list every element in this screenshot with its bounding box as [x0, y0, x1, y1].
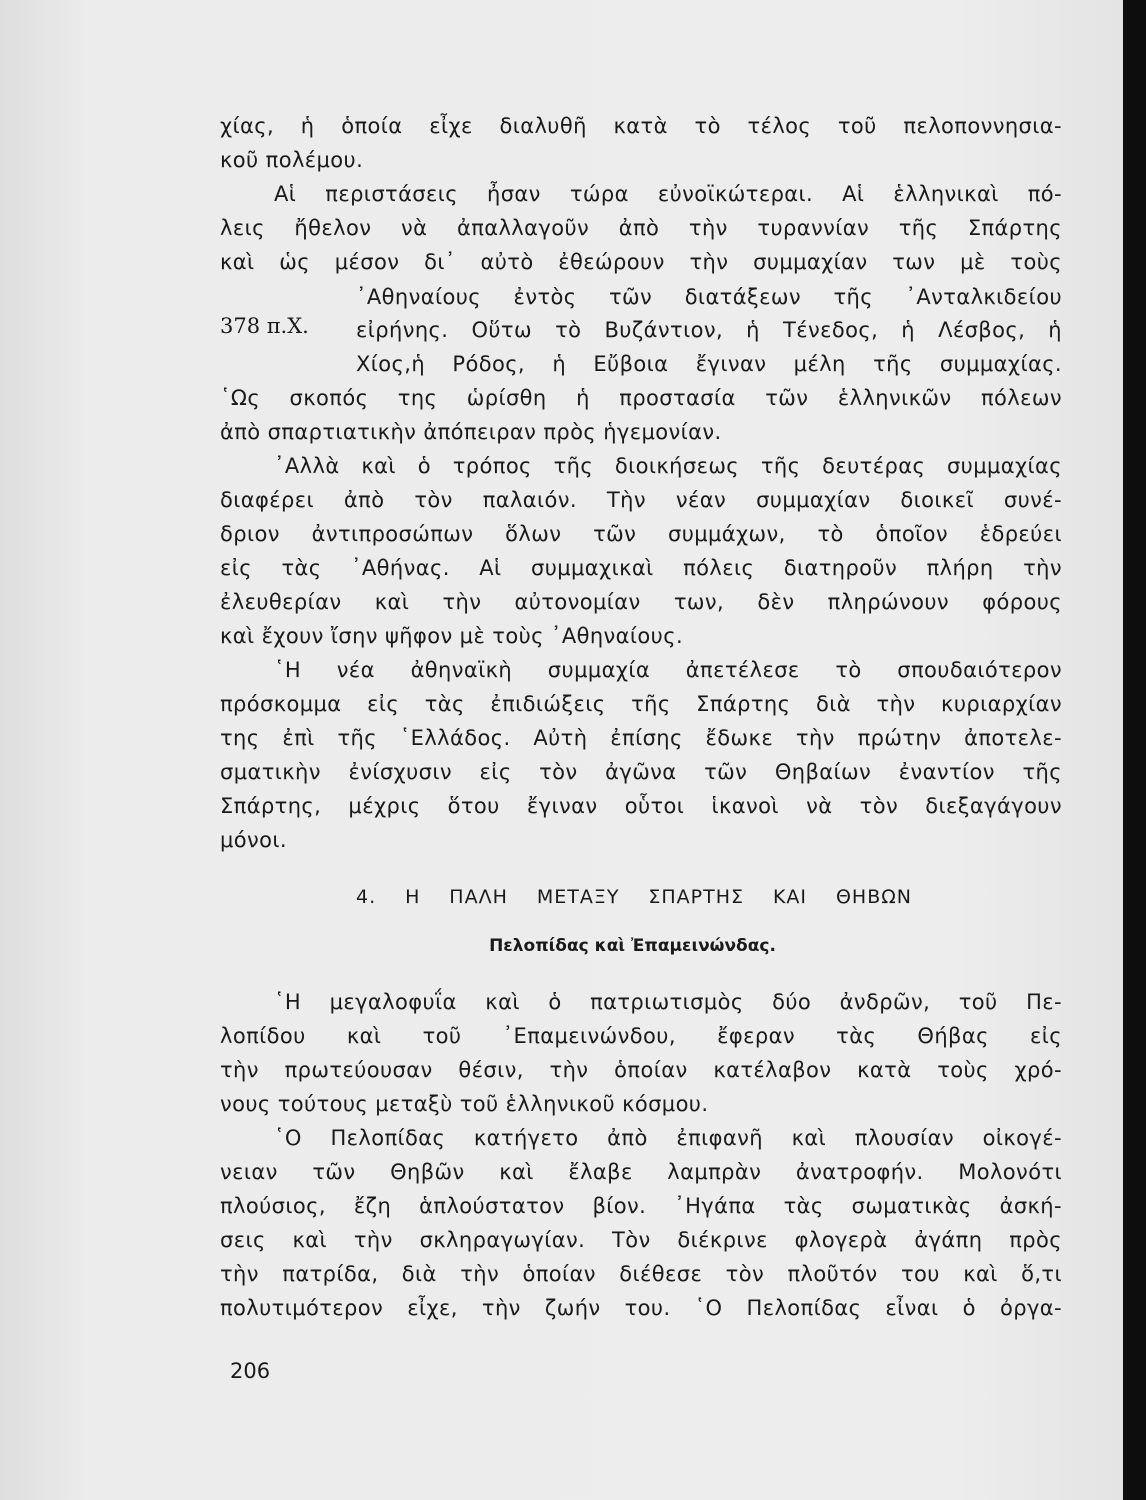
text-line: τὴν πατρίδα, διὰ τὴν ὁποίαν διέθεσε τὸν πλοῦτόν του καὶ ὅ,τι [220, 1262, 1062, 1286]
text-line: πλούσιος, ἔζη ἁπλούστατον βίον. ᾽Ηγάπα τὰς σωματικὰς ἀσκή- [220, 1194, 1062, 1218]
text-line: ἀπὸ σπαρτιατικὴν ἀπόπειραν πρὸς ἡγεμονίαν. [220, 420, 722, 444]
text-line: τὴν πρωτεύουσαν θέσιν, τὴν ὁποίαν κατέλαβον κατὰ τοὺς χρό- [220, 1058, 1062, 1082]
subsection-heading: Πελοπίδας καὶ Ἐπαμεινώνδας. [489, 936, 776, 956]
text-line: εἰρήνης. Οὕτω τὸ Βυζάντιον, ἡ Τένεδος, ἡ Λέσβος, ἡ [356, 318, 1062, 342]
text-line: πολυτιμότερον εἶχε, τὴν ζωήν του. ῾Ο Πελοπίδας εἶναι ὁ ὀργα- [220, 1296, 1062, 1320]
text-line: ᾽Αθηναίους ἐντὸς τῶν διατάξεων τῆς ᾽Ανταλκιδείου [356, 285, 1062, 309]
text-line: λοπίδου καὶ τοῦ ᾽Επαμεινώνδου, ἔφεραν τὰς Θήβας εἰς [220, 1024, 1062, 1048]
text-line: ῾Η μεγαλοφυΐα καὶ ὁ πατριωτισμὸς δύο ἀνδρῶν, τοῦ Πε- [274, 990, 1062, 1014]
text-line: κοῦ πολέμου. [220, 148, 364, 172]
text-line: χίας, ἡ ὁποία εἶχε διαλυθῆ κατὰ τὸ τέλος τοῦ πελοποννησια- [220, 114, 1062, 138]
text-line: της ἐπὶ τῆς ῾Ελλάδος. Αὐτὴ ἐπίσης ἔδωκε τὴν πρώτην ἀποτελε- [220, 726, 1062, 750]
text-line: Αἱ περιστάσεις ἦσαν τώρα εὐνοϊκώτεραι. Αἱ ἑλληνικαὶ πό- [274, 182, 1062, 206]
text-line: μόνοι. [220, 828, 287, 852]
text-line: ῾Ο Πελοπίδας κατήγετο ἀπὸ ἐπιφανῆ καὶ πλουσίαν οἰκογέ- [274, 1126, 1062, 1150]
text-line: εἰς τὰς ᾽Αθήνας. Αἱ συμμαχικαὶ πόλεις διατηροῦν πλήρη τὴν [220, 556, 1062, 580]
text-line: ᾽Αλλὰ καὶ ὁ τρόπος τῆς διοικήσεως τῆς δευτέρας συμμαχίας [274, 454, 1062, 478]
text-line: ῾Ως σκοπός της ὡρίσθη ἡ προστασία τῶν ἑλληνικῶν πόλεων [220, 386, 1062, 410]
section-heading: 4. Η ΠΑΛΗ ΜΕΤΑΞΥ ΣΠΑΡΤΗΣ ΚΑΙ ΘΗΒΩΝ [356, 886, 912, 908]
margin-date-note: 378 π.Χ. [220, 314, 309, 338]
text-line: σματικὴν ἐνίσχυσιν εἰς τὸν ἀγῶνα τῶν Θηβαίων ἐναντίον τῆς [220, 760, 1062, 784]
text-line: διαφέρει ἀπὸ τὸν παλαιόν. Τὴν νέαν συμμαχίαν διοικεῖ συνέ- [220, 488, 1062, 512]
scan-border [1123, 0, 1146, 1500]
text-line: νους τούτους μεταξὺ τοῦ ἑλληνικοῦ κόσμου. [220, 1092, 709, 1116]
text-line: δριον ἀντιπροσώπων ὅλων τῶν συμμάχων, τὸ ὁποῖον ἑδρεύει [220, 522, 1062, 546]
text-line: πρόσκομμα εἰς τὰς ἐπιδιώξεις τῆς Σπάρτης διὰ τὴν κυριαρχίαν [220, 692, 1062, 716]
text-line: Σπάρτης, μέχρις ὅτου ἔγιναν οὗτοι ἱκανοὶ νὰ τὸν διεξαγάγουν [220, 794, 1062, 818]
text-line: σεις καὶ τὴν σκληραγωγίαν. Τὸν διέκρινε φλογερὰ ἀγάπη πρὸς [220, 1228, 1062, 1252]
text-line: λεις ἤθελον νὰ ἀπαλλαγοῦν ἀπὸ τὴν τυραννίαν τῆς Σπάρτης [220, 216, 1062, 240]
text-line: καὶ ὡς μέσον δι᾽ αὐτὸ ἐθεώρουν τὴν συμμαχίαν των μὲ τοὺς [220, 250, 1062, 274]
page-number: 206 [230, 1359, 271, 1383]
text-line: ἐλευθερίαν καὶ τὴν αὐτονομίαν των, δὲν πληρώνουν φόρους [220, 590, 1062, 614]
text-line: νειαν τῶν Θηβῶν καὶ ἔλαβε λαμπρὰν ἀνατροφήν. Μολονότι [220, 1160, 1062, 1184]
text-line: ῾Η νέα ἀθηναϊκὴ συμμαχία ἀπετέλεσε τὸ σπουδαιότερον [274, 658, 1062, 682]
text-line: Χίος,ἡ Ρόδος, ἡ Εὔβοια ἔγιναν μέλη τῆς συμμαχίας. [356, 352, 1062, 376]
text-line: καὶ ἔχουν ἴσην ψῆφον μὲ τοὺς ᾽Αθηναίους. [220, 624, 684, 648]
